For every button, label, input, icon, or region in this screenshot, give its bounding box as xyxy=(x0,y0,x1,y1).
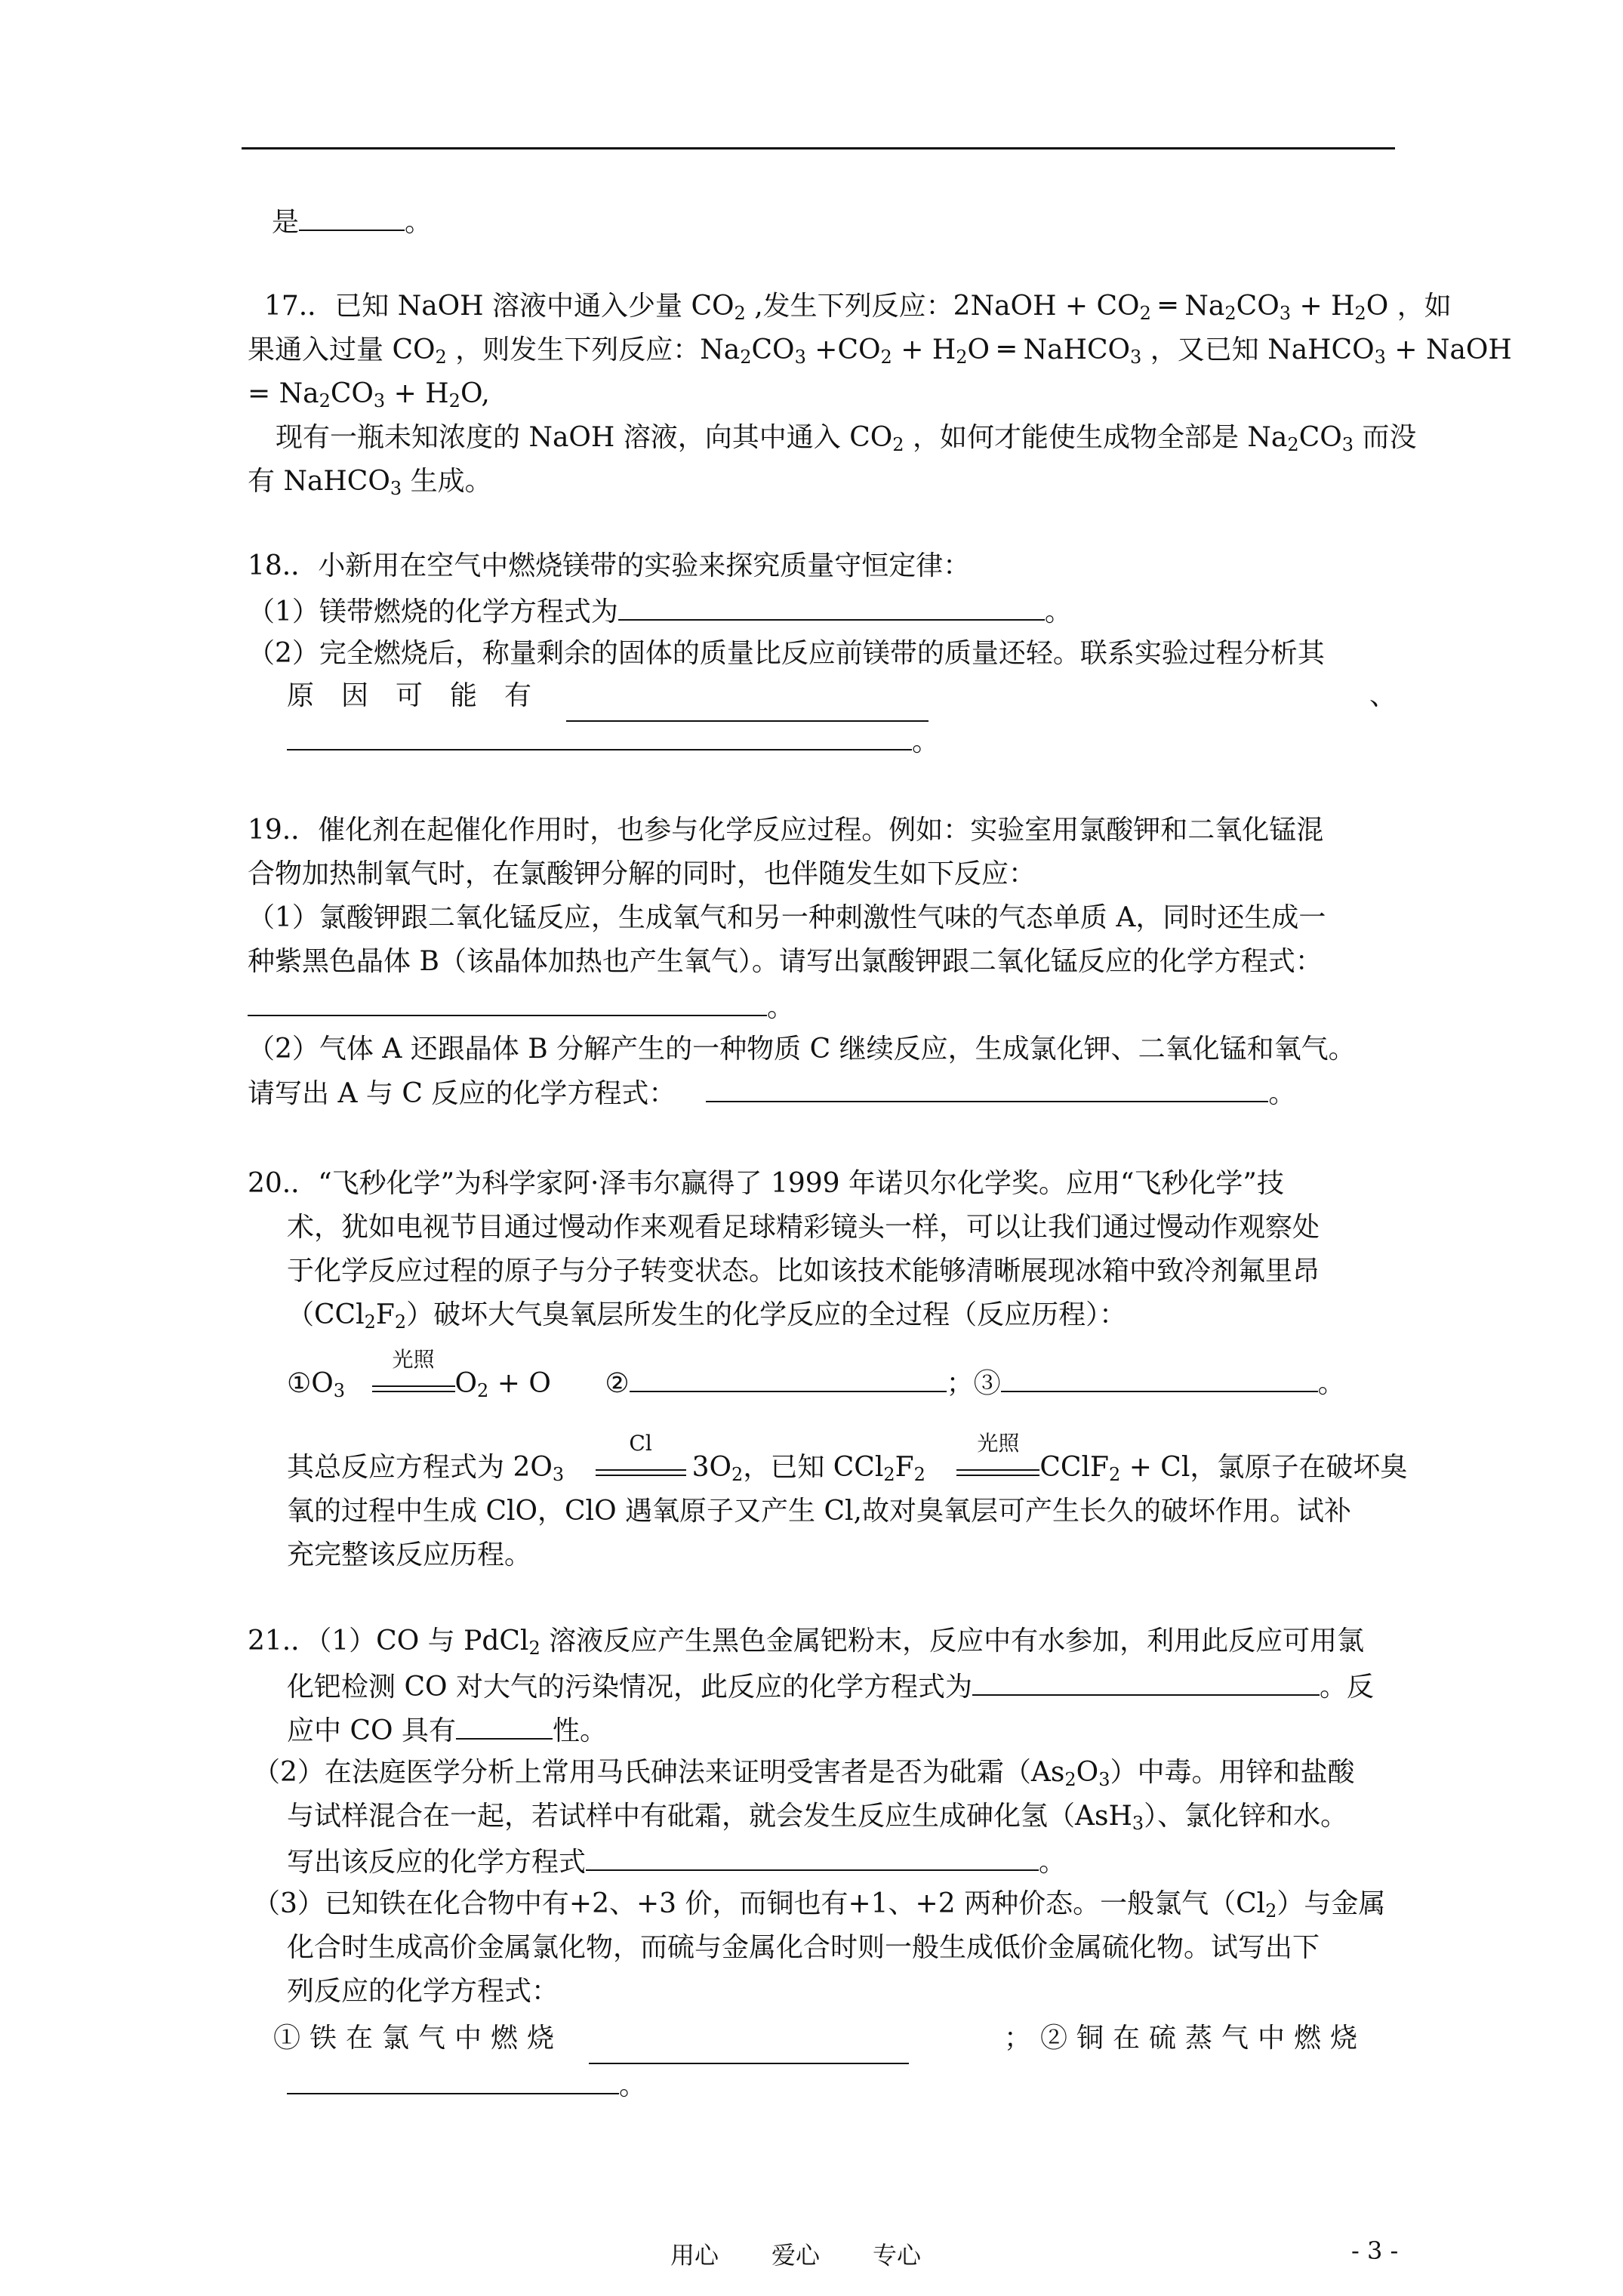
q21-line-6: 写出该反应的化学方程式 。 xyxy=(287,1842,1066,1881)
q21-line-4: （2）在法庭医学分析上常用马氏砷法来证明受害者是否为砒霜$(As_2O_3)$中毒。用锌和盐酸 xyxy=(253,1757,1355,1790)
q18-title: 18.．小新用在空气中燃烧镁带的实验来探究质量守恒定律： xyxy=(248,550,971,581)
q20-line-2: 术，犹如电视节目通过慢动作来观看足球精彩镜头一样，可以让我们通过慢动作观察处 xyxy=(287,1212,1320,1243)
q17-line-4: 现有一瓶未知浓度的 NaOH 溶液，向其中通入 $CO_2$ ，如何才能使生成物全部是 $Na_2CO_3$ 而没 xyxy=(276,422,1417,455)
reaction-arrow: 光照 xyxy=(956,1454,1039,1476)
q21-line-2: 化钯检测 CO 对大气的污染情况，此反应的化学方程式为 。反 xyxy=(287,1667,1374,1706)
q17-line-5: 有 NaHCO$_3$ 生成。 xyxy=(248,466,492,499)
q19-blank-line: 。 xyxy=(248,988,794,1026)
q21-line-10: ①铁在氯气中燃烧 xyxy=(273,2023,564,2054)
q18-reason-line-2: 。 xyxy=(287,722,939,760)
answer-blank[interactable] xyxy=(456,1711,553,1740)
q21-line-10-right: ；②铜在硫蒸气中燃烧 xyxy=(1004,2023,1367,2054)
answer-blank[interactable] xyxy=(618,592,1045,621)
footer-motto: 用心 爱心 专心 xyxy=(670,2241,922,2270)
answer-blank[interactable] xyxy=(589,2036,909,2064)
q19-line-5: （2）气体 A 还跟晶体 B 分解产生的一种物质 C 继续反应，生成氯化钾、二氧化锰和氧气。 xyxy=(248,1034,1356,1065)
q19-line-2: 合物加热制氧气时，在氯酸钾分解的同时，也伴随发生如下反应： xyxy=(248,858,1036,889)
q19-line-6: 请写出 A 与 C 反应的化学方程式： 。 xyxy=(248,1074,1295,1112)
answer-blank[interactable] xyxy=(706,1074,1268,1102)
fragment-line: 是 。 xyxy=(272,202,432,241)
answer-blank[interactable] xyxy=(566,693,929,722)
answer-blank[interactable] xyxy=(1001,1364,1318,1392)
header-rule xyxy=(242,147,1395,149)
q17-line-1: 17.．已知 NaOH 溶液中通入少量 $CO_2$ ,发生下列反应：2NaOH + $CO_2$ ═ $Na_2CO_3 + H_2O$ ，如 xyxy=(264,291,1452,324)
q18-part-1: （1）镁带燃烧的化学方程式为 。 xyxy=(248,592,1072,630)
answer-blank[interactable] xyxy=(630,1364,947,1392)
q19-line-4: 种紫黑色晶体 B（该晶体加热也产生氧气）。请写出氯酸钾跟二氧化锰反应的化学方程式： xyxy=(248,946,1323,977)
q20-line-3: 于化学反应过程的原子与分子转变状态。比如该技术能够清晰展现冰箱中致冷剂氟里昂 xyxy=(287,1256,1320,1287)
answer-blank[interactable] xyxy=(299,202,405,231)
q21-line-8: 化合时生成高价金属氯化物，而硫与金属化合时则一般生成低价金属硫化物。试写出下 xyxy=(287,1932,1320,1963)
q20-line-8: 充完整该反应历程。 xyxy=(287,1539,532,1570)
answer-blank[interactable] xyxy=(586,1842,1039,1871)
answer-blank[interactable] xyxy=(972,1667,1320,1696)
q20-total: 其总反应方程式为 $2O_3$ Cl $3O_2$，已知 $CCl_2F_2$ 光照 CClF$_2$ + Cl，氯原子在破坏臭 xyxy=(287,1431,1408,1485)
q20-line-7: 氧的过程中生成 ClO，ClO 遇氧原子又产生 Cl,故对臭氧层可产生长久的破坏作用。试补 xyxy=(287,1496,1351,1527)
q17-line-2: 果通入过量 $CO_2$ ，则发生下列反应：$Na_2CO_3 +CO_2 + H_2O$ ═ NaHCO$_3$ ，又已知 NaHCO$_3$ + NaOH xyxy=(248,334,1512,368)
answer-blank[interactable] xyxy=(287,722,912,750)
q17-line-3: = $Na_2CO_3 + H_2O$, xyxy=(248,378,490,411)
reaction-arrow: Cl xyxy=(596,1454,686,1476)
q19-line-1: 19.．催化剂在起催化作用时，也参与化学反应过程。例如：实验室用氯酸钾和二氧化锰混 xyxy=(248,815,1324,846)
q20-steps: $①O_3$ 光照 $O_2 + O$ ② ；③ 。 xyxy=(287,1347,1345,1401)
q21-line-7: （3）已知铁在化合物中有+2、+3 价，而铜也有+1、+2 两种价态。一般氯气$(Cl_2)$与金属 xyxy=(253,1888,1386,1922)
answer-blank[interactable] xyxy=(248,988,767,1016)
page-number: - 3 - xyxy=(1351,2236,1399,2265)
q20-line-1: 20.．“飞秒化学”为科学家阿·泽韦尔赢得了 1999 年诺贝尔化学奖。应用“飞秒化学”技 xyxy=(248,1168,1284,1199)
q18-part-2: （2）完全燃烧后，称量剩余的固体的质量比反应前镁带的质量还轻。联系实验过程分析其 xyxy=(248,638,1325,669)
q21-line-1: 21.．（1）CO 与 PdCl$_2$ 溶液反应产生黑色金属钯粉末，反应中有水参加，利用此反应可用氯 xyxy=(248,1626,1365,1659)
q21-line-5: 与试样混合在一起，若试样中有砒霜，就会发生反应生成砷化氢（AsH$_3$）、氯化锌和水。 xyxy=(287,1801,1348,1834)
q21-line-3: 应中 CO 具有 性。 xyxy=(287,1711,607,1749)
q19-line-3: （1）氯酸钾跟二氧化锰反应，生成氧气和另一种刺激性气味的气态单质 A，同时还生成一 xyxy=(248,902,1326,933)
q21-blank-line: 。 xyxy=(287,2066,646,2104)
reaction-arrow: 光照 xyxy=(372,1370,455,1392)
q20-line-4: $(CCl_2F_2)$破坏大气臭氧层所发生的化学反应的全过程（反应历程）： xyxy=(287,1299,1127,1333)
q18-comma: 、 xyxy=(1369,680,1397,711)
answer-blank[interactable] xyxy=(287,2066,619,2094)
q18-part-2-reason: 原 因 可 能 有 xyxy=(287,680,532,711)
q21-line-9: 列反应的化学方程式： xyxy=(287,1976,559,2007)
